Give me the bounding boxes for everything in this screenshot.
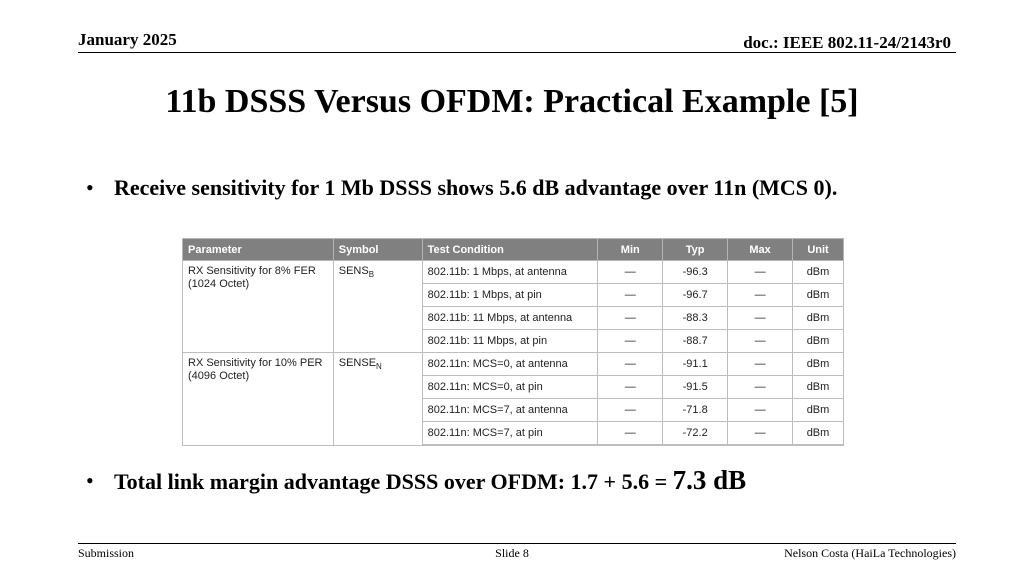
unit-cell: dBm	[793, 330, 844, 353]
max-cell: —	[728, 399, 793, 422]
test-condition-cell: 802.11n: MCS=0, at pin	[422, 376, 598, 399]
bullet-text-prefix: Total link margin advantage DSSS over OFDM: 1.7 + 5.6 =	[114, 469, 673, 494]
column-header-test-condition: Test Condition	[422, 239, 598, 261]
bullet-dot-icon: •	[86, 468, 94, 493]
min-cell: —	[598, 376, 663, 399]
header-doc-id: doc.: IEEE 802.11-24/2143r0	[743, 33, 951, 52]
column-header-min: Min	[598, 239, 663, 261]
max-cell: —	[728, 261, 793, 284]
parameter-cell: RX Sensitivity for 8% FER (1024 Octet)	[183, 261, 334, 353]
column-header-symbol: Symbol	[333, 239, 422, 261]
footer-divider	[78, 543, 956, 544]
typ-cell: -91.5	[663, 376, 728, 399]
bullet-text	[114, 466, 936, 496]
symbol-base: SENS	[338, 265, 369, 277]
typ-cell: -72.2	[663, 422, 728, 446]
min-cell: —	[598, 422, 663, 446]
unit-cell: dBm	[793, 284, 844, 307]
bullet-item	[86, 173, 936, 202]
max-cell: —	[728, 376, 793, 399]
test-condition-cell: 802.11n: MCS=0, at antenna	[422, 353, 598, 376]
rx-sensitivity-table	[182, 238, 844, 446]
link-margin-result: 7.3 dB	[672, 465, 747, 495]
min-cell: —	[598, 261, 663, 284]
unit-cell: dBm	[793, 376, 844, 399]
test-condition-cell: 802.11n: MCS=7, at pin	[422, 422, 598, 446]
footer-submission: Submission	[78, 546, 135, 560]
symbol-base: SENSE	[338, 357, 377, 369]
unit-cell: dBm	[793, 261, 844, 284]
test-condition-cell: 802.11b: 11 Mbps, at antenna	[422, 307, 598, 330]
bullet-item	[86, 466, 936, 496]
symbol-cell	[333, 261, 422, 353]
header-date: January 2025	[78, 30, 177, 49]
min-cell: —	[598, 330, 663, 353]
slide-title: 11b DSSS Versus OFDM: Practical Example [5]	[165, 83, 859, 120]
bullet-dot-icon: •	[86, 175, 94, 200]
max-cell: —	[728, 307, 793, 330]
max-cell: —	[728, 284, 793, 307]
symbol-subscript: N	[376, 362, 382, 372]
test-condition-cell: 802.11b: 1 Mbps, at pin	[422, 284, 598, 307]
typ-cell: -88.7	[663, 330, 728, 353]
unit-cell: dBm	[793, 307, 844, 330]
min-cell: —	[598, 399, 663, 422]
typ-cell: -96.7	[663, 284, 728, 307]
typ-cell: -96.3	[663, 261, 728, 284]
column-header-typ: Typ	[663, 239, 728, 261]
bullet-text: Receive sensitivity for 1 Mb DSSS shows 5.6 dB advantage over 11n (MCS 0).	[114, 175, 838, 200]
parameter-cell: RX Sensitivity for 10% PER (4096 Octet)	[183, 353, 334, 446]
unit-cell: dBm	[793, 353, 844, 376]
typ-cell: -71.8	[663, 399, 728, 422]
column-header-max: Max	[728, 239, 793, 261]
unit-cell: dBm	[793, 422, 844, 446]
symbol-subscript: B	[368, 270, 375, 280]
table-row	[183, 353, 844, 376]
table-header-row	[183, 239, 844, 261]
symbol-cell	[333, 353, 422, 446]
column-header-unit: Unit	[793, 239, 844, 261]
table-row	[183, 261, 844, 284]
test-condition-cell: 802.11b: 1 Mbps, at antenna	[422, 261, 598, 284]
column-header-parameter: Parameter	[183, 239, 334, 261]
max-cell: —	[728, 330, 793, 353]
min-cell: —	[598, 307, 663, 330]
min-cell: —	[598, 284, 663, 307]
header-divider	[78, 52, 956, 53]
table-body	[183, 261, 844, 446]
typ-cell: -88.3	[663, 307, 728, 330]
test-condition-cell: 802.11n: MCS=7, at antenna	[422, 399, 598, 422]
min-cell: —	[598, 353, 663, 376]
max-cell: —	[728, 422, 793, 446]
footer-author: Nelson Costa (HaiLa Technologies)	[784, 546, 956, 560]
footer-slide-number: Slide 8	[495, 546, 529, 560]
typ-cell: -91.1	[663, 353, 728, 376]
unit-cell: dBm	[793, 399, 844, 422]
max-cell: —	[728, 353, 793, 376]
test-condition-cell: 802.11b: 11 Mbps, at pin	[422, 330, 598, 353]
